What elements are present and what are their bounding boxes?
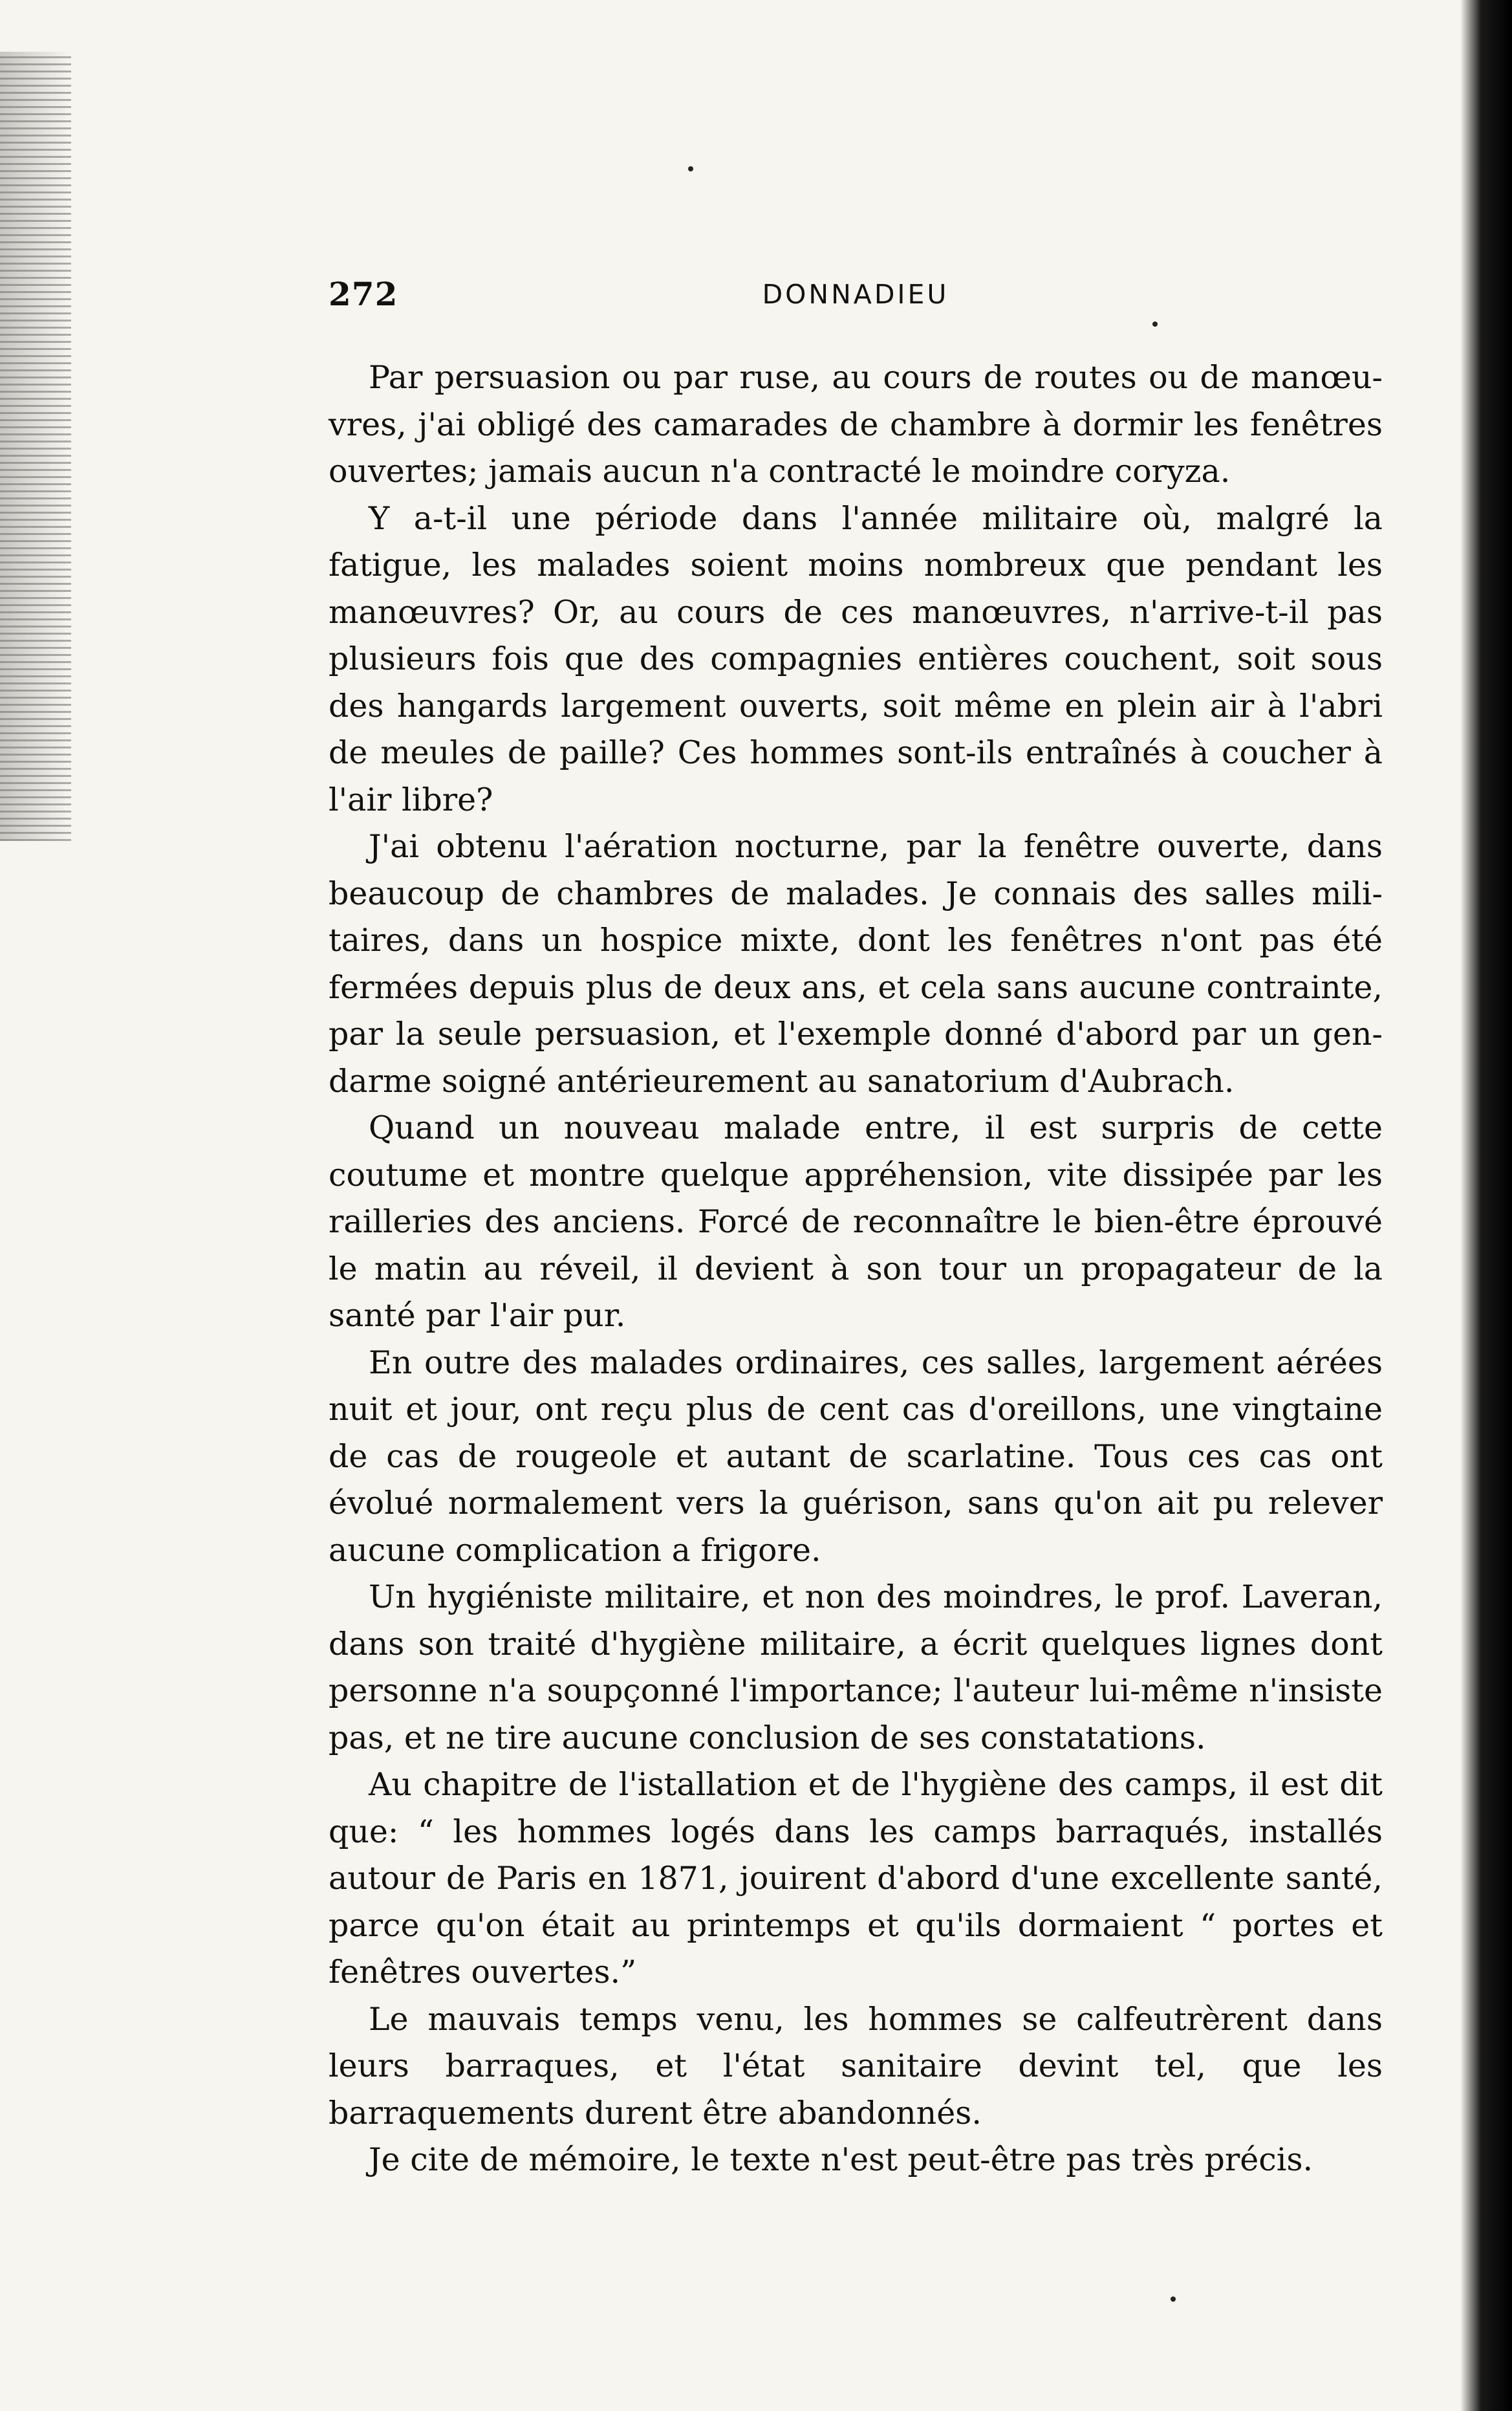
paragraph: Au chapitre de l'istallation et de l'hygiène des camps, il est dit que: “ les hommes logés dans les camps barraqués, installés autour de Paris en 1871, jouirent d'abord d'une excellente santé, parce qu'on était au printemps et qu'ils dormaient “ portes et fenêtres ouvertes.” [329, 1766, 1383, 1991]
paragraph: Le mauvais temps venu, les hommes se calfeutrèrent dans leurs barraques, et l'état sanitaire devint tel, que les barraquements durent être abandonnés. [329, 2000, 1383, 2132]
paragraph: Un hygiéniste militaire, et non des moindres, le prof. Laveran, dans son traité d'hygiène militaire, a écrit quelques lignes dont personne n'a soupçonné l'importance; l'auteur lui-même n'insiste pas, et ne tire aucune conclusion de ses constatations. [329, 1578, 1383, 1756]
page-header [329, 275, 1383, 327]
paragraph: Par persuasion ou par ruse, au cours de routes ou de manœu-vres, j'ai obligé des camarades de chambre à dormir les fenêtres ouvertes; jamais aucun n'a contracté le moindre coryza. [329, 359, 1383, 490]
paragraph: En outre des malades ordinaires, ces salles, largement aérées nuit et jour, ont reçu plus de cent cas d'oreillons, une vingtaine de cas de rougeole et autant de scarlatine. Tous ces cas ont évolué normalement vers la guérison, sans qu'on ait pu relever aucune complication a frigore. [329, 1344, 1383, 1569]
body-text [329, 355, 1383, 2184]
running-head: DONNADIEU [762, 279, 949, 310]
page-number: 272 [329, 275, 398, 313]
scan-right-edge [1460, 0, 1512, 2411]
speck [1171, 2296, 1176, 2302]
scan-left-edge [0, 52, 71, 841]
paragraph: J'ai obtenu l'aération nocturne, par la fenêtre ouverte, dans beaucoup de chambres de malades. Je connais des salles mili-taires, dans un hospice mixte, dont les fenêtres n'ont pas été fermées depuis plus de deux ans, et cela sans aucune contrainte, par la seule persuasion, et l'exemple donné d'abord par un gen-darme soigné antérieurement au sanatorium d'Aubrach. [329, 828, 1383, 1100]
speck [688, 166, 693, 171]
paragraph: Je cite de mémoire, le texte n'est peut-être pas très précis. [369, 2141, 1313, 2178]
paragraph: Y a-t-il une période dans l'année militaire où, malgré la fatigue, les malades soient moins nombreux que pendant les manœuvres? Or, au cours de ces manœuvres, n'arrive-t-il pas plusieurs fois que des compagnies entières couchent, soit sous des hangards largement ouverts, soit même en plein air à l'abri de meules de paille? Ces hommes sont-ils entraînés à coucher à l'air libre? [329, 499, 1383, 818]
paragraph: Quand un nouveau malade entre, il est surpris de cette coutume et montre quelque appréhension, vite dissipée par les railleries des anciens. Forcé de reconnaître le bien-être éprouvé le matin au réveil, il devient à son tour un propagateur de la santé par l'air pur. [329, 1109, 1383, 1334]
